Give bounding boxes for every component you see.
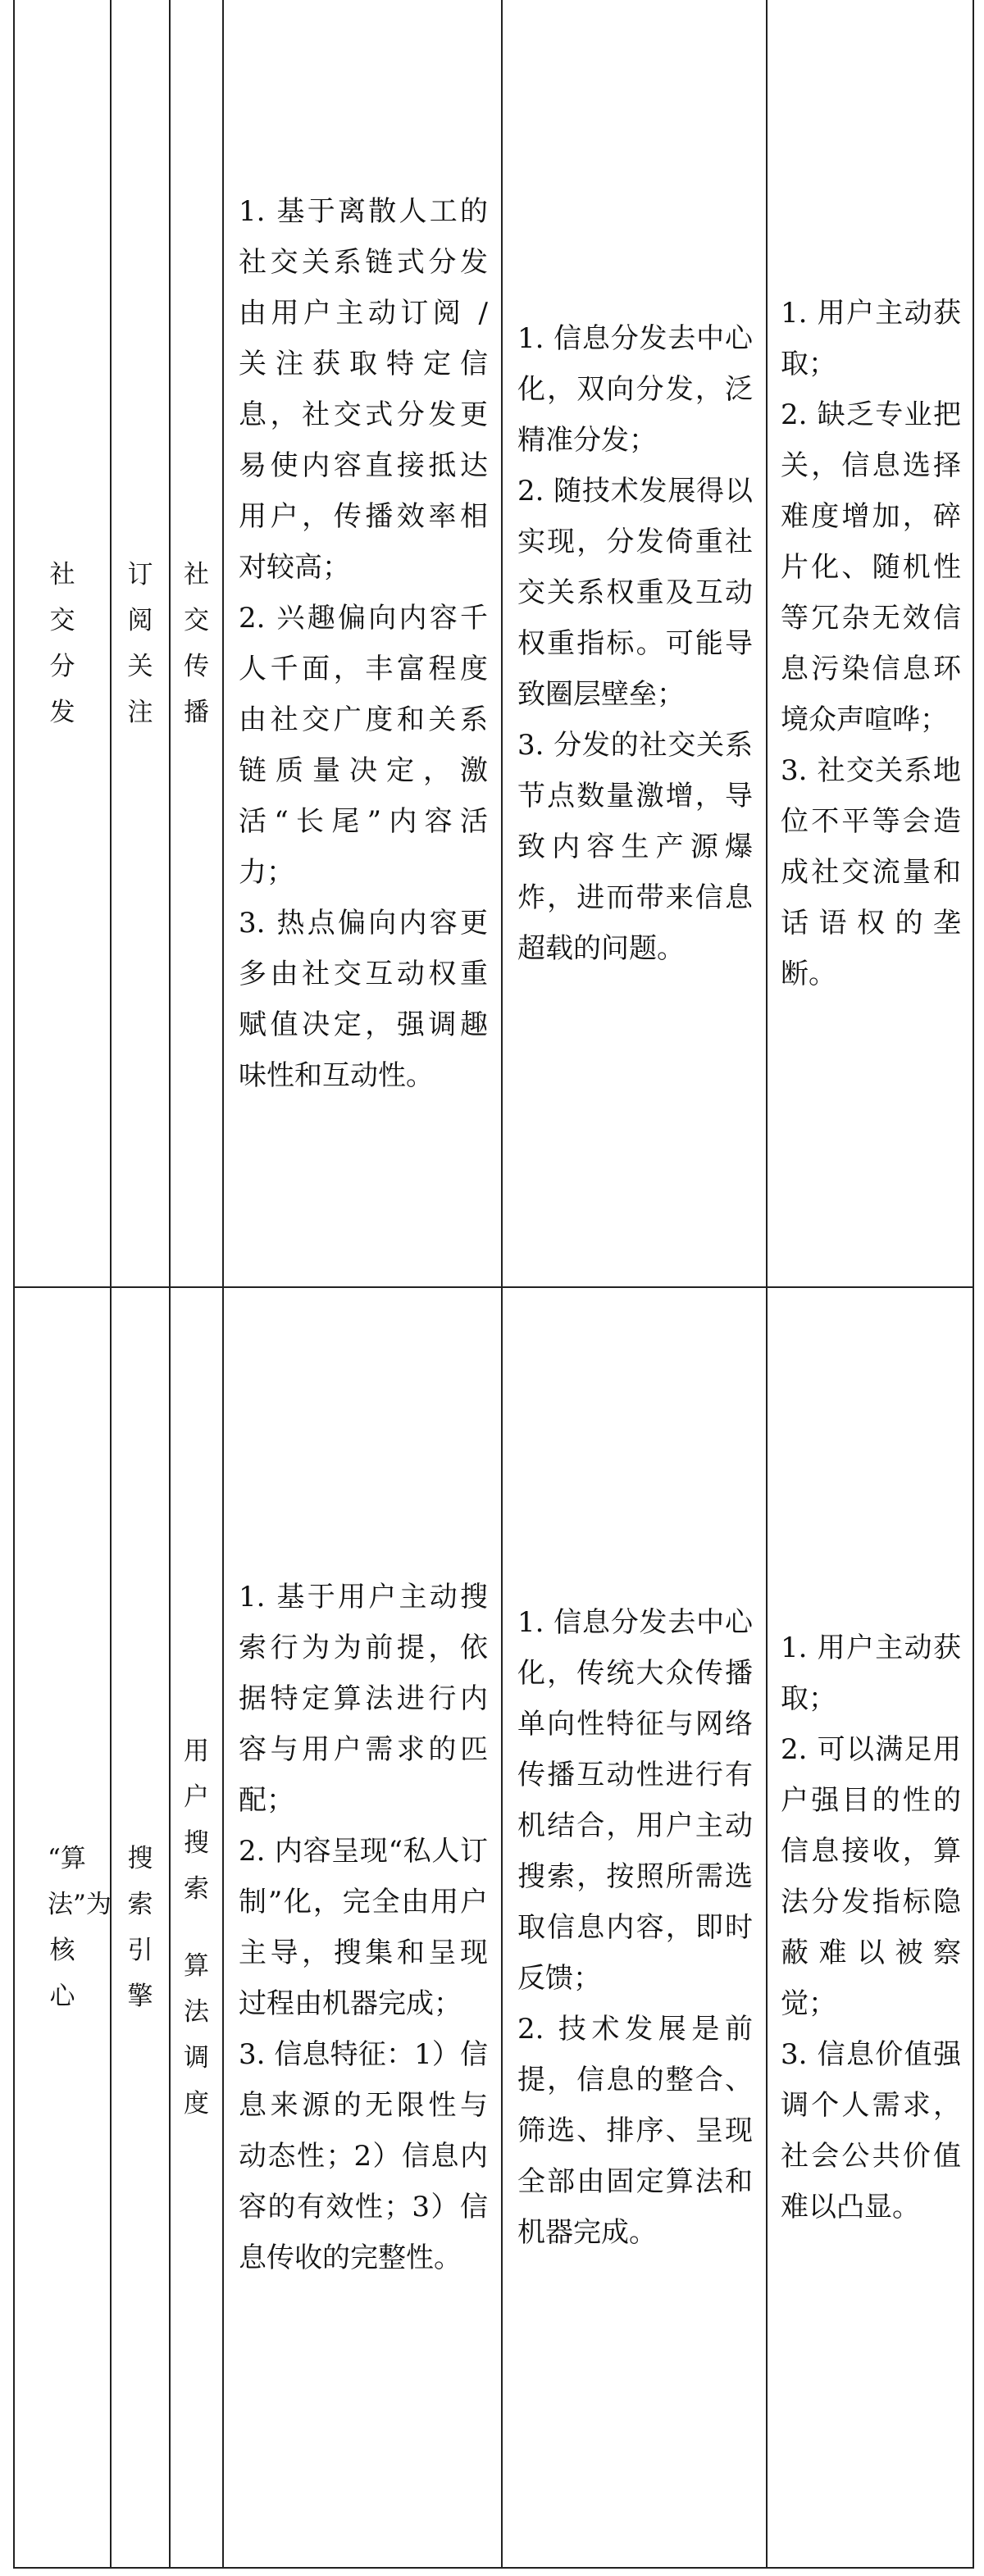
feature-item: 1. 基于用户主动搜索行为为前提，依据特定算法进行内容与用户需求的匹配； — [239, 1581, 488, 1817]
issue-item: 3. 信息价值强调个人需求，社会公共价值难以凸显。 — [781, 2038, 961, 2223]
trait-item: 2. 技术发展是前提，信息的整合、筛选、排序、呈现全部由固定算法和机器完成。 — [517, 2013, 753, 2249]
mode2-label: 社交传播 — [184, 559, 209, 727]
mode-label: 订阅关注 — [127, 559, 153, 727]
features-cell — [223, 0, 502, 1287]
category-cell — [14, 1287, 111, 2568]
feature-item: 3. 信息特征：1）信息来源的无限性与动态性；2）信息内容的有效性；3）信息传收的完整性。 — [239, 2038, 488, 2274]
category-label: 社交分发 — [49, 559, 75, 727]
mode-cell — [111, 0, 170, 1287]
feature-item: 2. 兴趣偏向内容千人千面，丰富程度由社交广度和关系链质量决定，激活“长尾”内容活力； — [239, 601, 488, 889]
traits-cell — [502, 0, 767, 1287]
features-cell — [223, 1287, 502, 2568]
mode-label: 搜索引擎 — [127, 1844, 153, 2011]
issues-cell — [767, 0, 973, 1287]
feature-item: 1. 基于离散人工的社交关系链式分发由用户主动订阅 / 关注获取特定信息，社交式分发更易使内容直接抵达用户，传播效率相对较高； — [239, 194, 488, 584]
trait-item: 3. 分发的社交关系节点数量激增，导致内容生产源爆炸，进而带来信息超载的问题。 — [517, 728, 753, 965]
table-row — [14, 0, 973, 1287]
mode2-cell — [170, 0, 223, 1287]
trait-item: 2. 随技术发展得以实现，分发倚重社交关系权重及互动权重指标。可能导致圈层壁垒； — [517, 474, 753, 711]
mode-cell — [111, 1287, 170, 2568]
mode2-label: 用户搜索 算法调度 — [184, 1736, 209, 2119]
feature-item: 2. 内容呈现“私人订制”化，完全由用户主导，搜集和呈现过程由机器完成； — [239, 1835, 488, 2020]
issues-cell — [767, 1287, 973, 2568]
table-row — [14, 1287, 973, 2568]
issue-item: 1. 用户主动获取； — [781, 296, 961, 380]
trait-item: 1. 信息分发去中心化，双向分发，泛精准分发； — [517, 321, 753, 457]
category-label: “算 法”为核心 — [48, 1844, 112, 2011]
traits-cell — [502, 1287, 767, 2568]
issue-item: 2. 缺乏专业把关，信息选择难度增加，碎片化、随机性等冗杂无效信息污染信息环境众声喧哗； — [781, 398, 961, 736]
feature-item: 3. 热点偏向内容更多由社交互动权重赋值决定，强调趣味性和互动性。 — [239, 906, 488, 1092]
mode2-cell — [170, 1287, 223, 2568]
issue-item: 2. 可以满足用户强目的性的信息接收，算法分发指标隐蔽难以被察觉； — [781, 1733, 961, 2020]
issue-item: 3. 社交关系地位不平等会造成社交流量和话语权的垄断。 — [781, 753, 961, 990]
issue-item: 1. 用户主动获取； — [781, 1632, 961, 1715]
category-cell — [14, 0, 111, 1287]
trait-item: 1. 信息分发去中心化，传统大众传播单向性特征与网络传播互动性进行有机结合，用户主动搜索，按照所需选取信息内容，即时反馈； — [517, 1606, 753, 1995]
comparison-table — [13, 0, 974, 2569]
